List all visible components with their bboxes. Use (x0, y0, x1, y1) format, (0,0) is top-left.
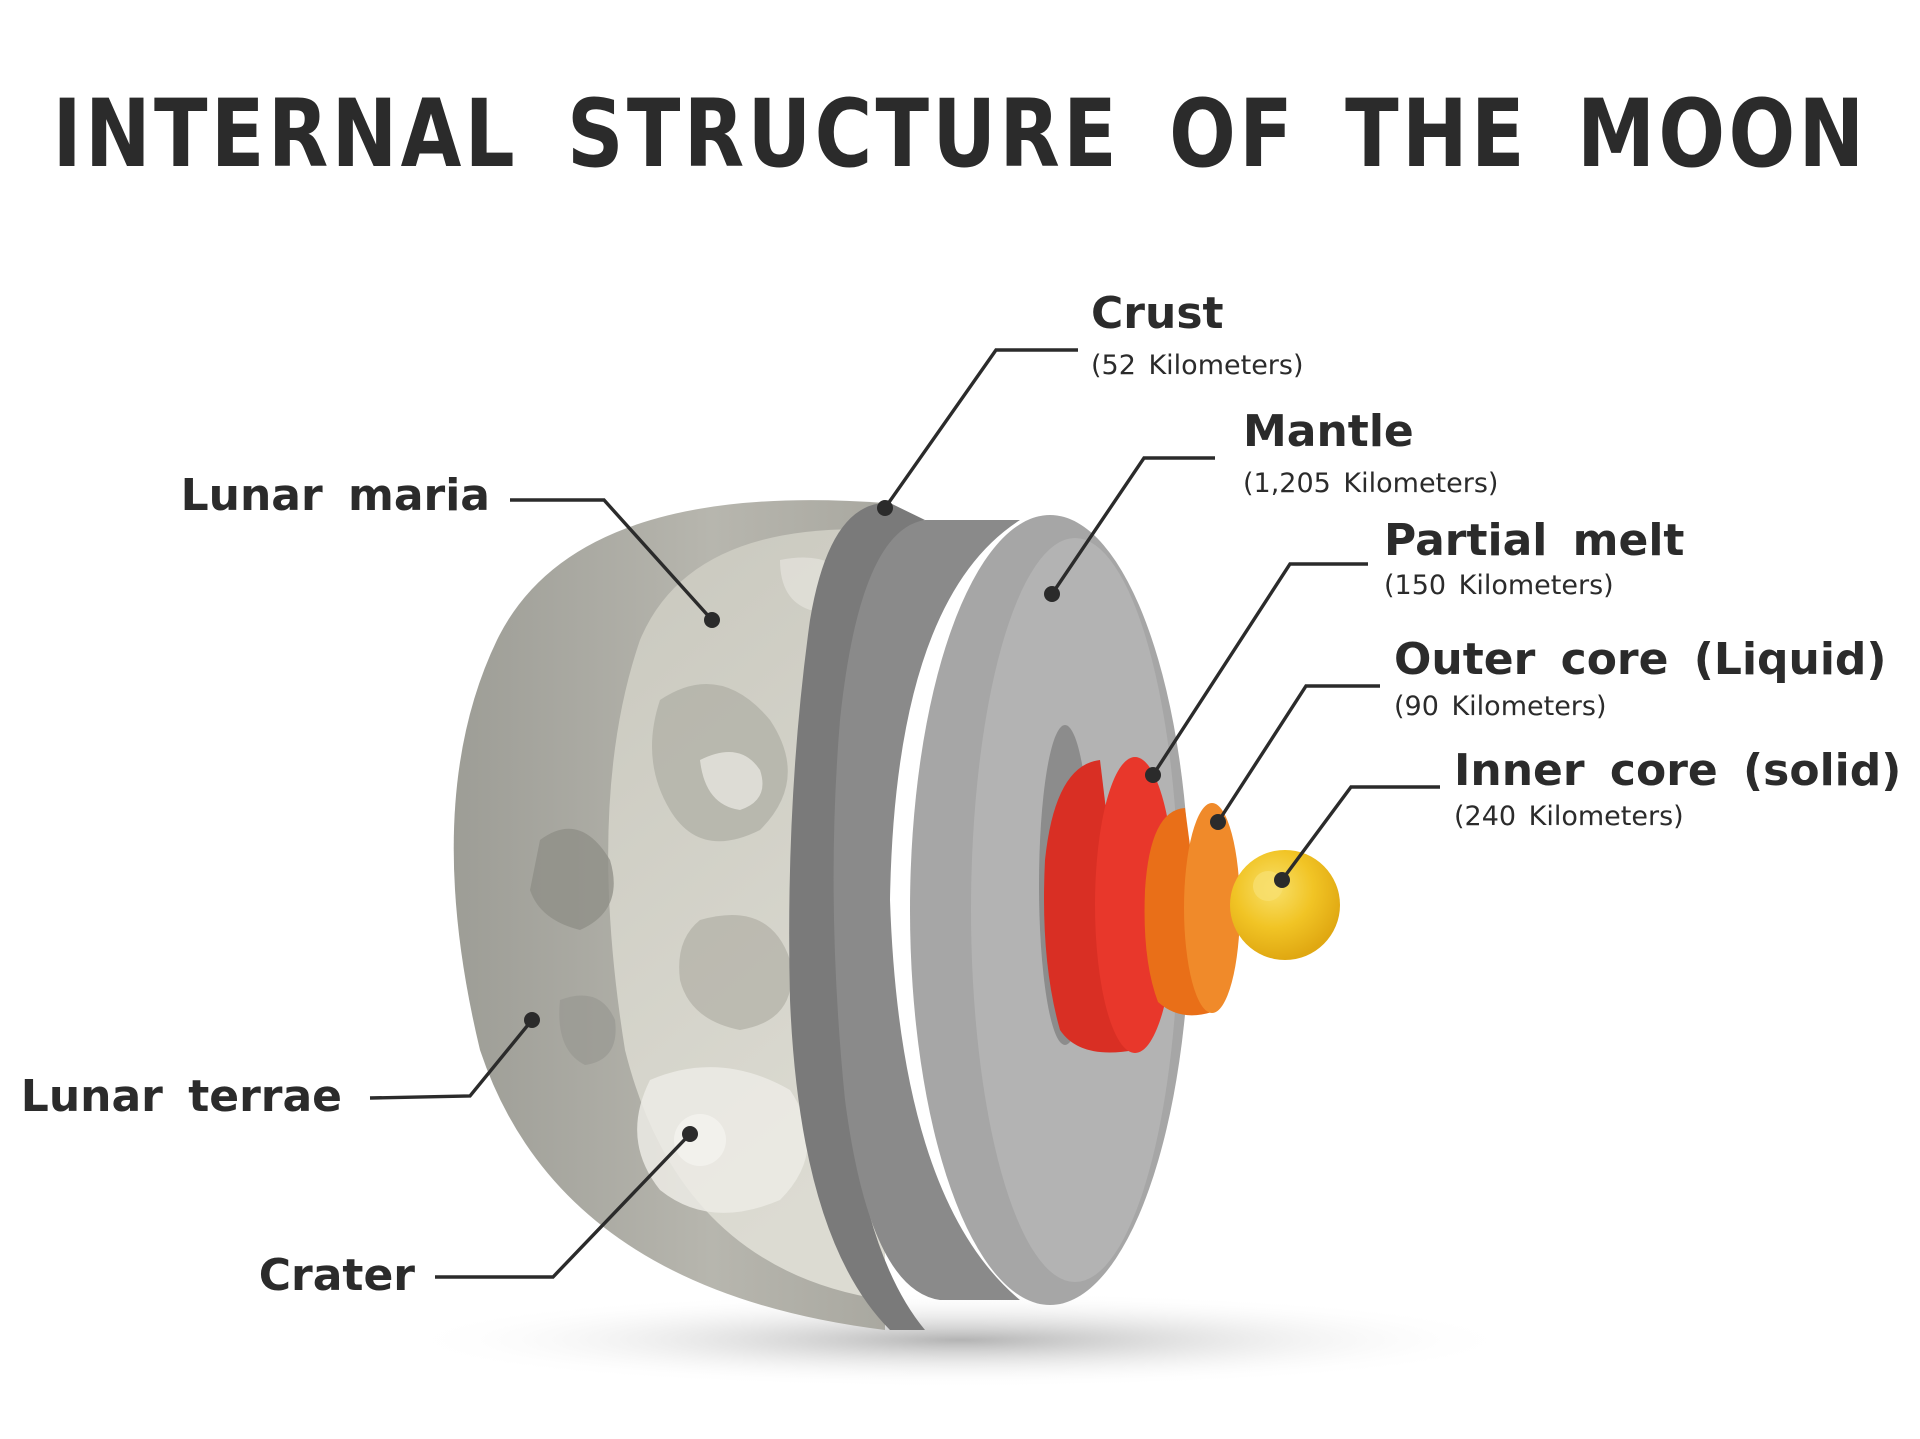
mantle-label: Mantle (1243, 406, 1414, 457)
crater-mark (674, 1114, 726, 1166)
crust-thickness: (52 Kilometers) (1091, 350, 1304, 381)
diagram-title: INTERNAL STRUCTURE OF THE MOON (52, 80, 1868, 189)
inner-core-label: Inner core (solid) (1454, 745, 1902, 796)
crust-label: Crust (1091, 288, 1224, 339)
lunar-maria-label: Lunar maria (180, 470, 490, 521)
partial-melt-thickness: (150 Kilometers) (1384, 570, 1614, 601)
crater-label: Crater (258, 1250, 415, 1301)
inner-core-leader-dot (1274, 872, 1290, 888)
outer-core-layer (1145, 803, 1240, 1015)
outer-core-label: Outer core (Liquid) (1394, 634, 1887, 685)
lunar-terrae-label: Lunar terrae (20, 1071, 342, 1122)
lunar-maria-leader-dot (704, 612, 720, 628)
outer-core-leader-line (1218, 686, 1380, 822)
ground-shadow (400, 1292, 1520, 1388)
mantle-leader-dot (1044, 586, 1060, 602)
crust-leader-line (885, 350, 1078, 508)
outer-core-leader-dot (1210, 814, 1226, 830)
partial-melt-leader-dot (1145, 767, 1161, 783)
inner-core-sphere (1230, 850, 1340, 960)
outer-core-thickness: (90 Kilometers) (1394, 691, 1607, 722)
inner-core-thickness: (240 Kilometers) (1454, 801, 1684, 832)
mantle-thickness: (1,205 Kilometers) (1243, 468, 1499, 499)
crater-leader-dot (682, 1126, 698, 1142)
crust-leader-dot (877, 500, 893, 516)
partial-melt-label: Partial melt (1384, 515, 1685, 566)
partial-melt-leader-line (1153, 564, 1368, 775)
lunar-terrae-leader-dot (524, 1012, 540, 1028)
